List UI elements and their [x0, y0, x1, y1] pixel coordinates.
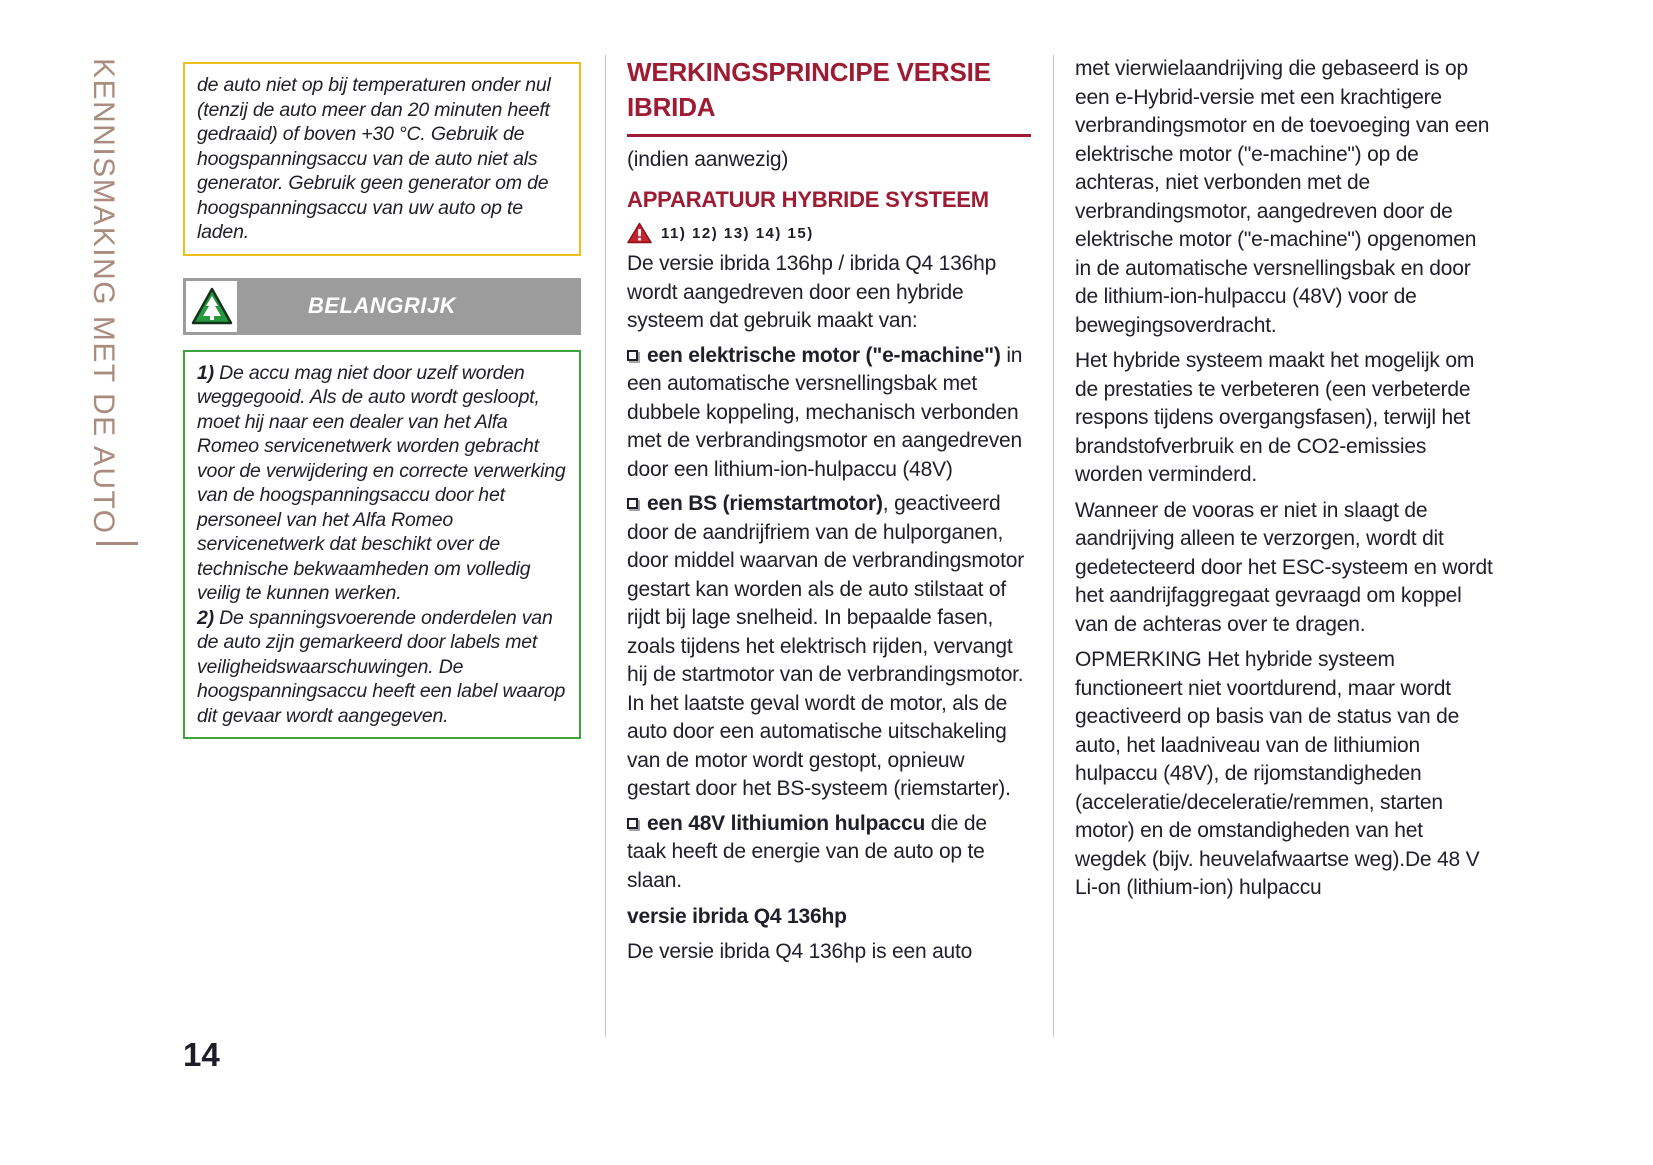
square-bullet-icon	[627, 818, 638, 829]
page-title: WERKINGSPRINCIPE VERSIE IBRIDA	[627, 55, 1031, 137]
version-subtitle: versie ibrida Q4 136hp	[627, 905, 847, 928]
note-2-number: 2)	[197, 606, 214, 629]
important-label: BELANGRIJK	[307, 293, 456, 318]
bullet-item-bs-starter	[627, 490, 1031, 804]
warning-triangle-icon	[627, 222, 652, 244]
chapter-title-rule	[96, 542, 138, 545]
paragraph: Wanneer de vooras er niet in slaagt de aandrijving alleen te verzorgen, wordt dit gedetecteerd door het ESC-systeem en wordt het aandrijfaggregaat gevraagd om koppel van de achteras over te dragen.	[1075, 498, 1493, 636]
caution-text: de auto niet op bij temperaturen onder nul (tenzij de auto meer dan 20 minuten heeft gedraaid) of boven +30 °C. Gebruik de hoogspanningsaccu van de auto niet als generator. Gebruik geen generator om de hoogspanningsaccu van uw auto op te laden.	[197, 74, 551, 243]
column-divider-right	[1053, 55, 1054, 1037]
bullet-text: in een automatische versnellingsbak met dubbele koppeling, mechanisch verbonden met de verbrandingsmotor en aangedreven door een lithium-ion-hulpaccu (48V)	[627, 343, 1023, 481]
environment-warning-icon	[186, 281, 237, 332]
note-1-number: 1)	[197, 361, 214, 384]
section-title: APPARATUUR HYBRIDE SYSTEEM	[627, 187, 989, 212]
caution-box	[183, 62, 581, 256]
warning-reference-numbers: 11) 12) 13) 14) 15)	[661, 224, 814, 242]
page-number: 14	[183, 1036, 220, 1073]
square-bullet-icon	[627, 498, 638, 509]
availability-note: (indien aanwezig)	[627, 148, 789, 171]
bullet-item-e-machine	[627, 342, 1031, 485]
intro-paragraph: De versie ibrida 136hp / ibrida Q4 136hp wordt aangedreven door een hybride systeem dat gebruik maakt van:	[627, 252, 997, 332]
paragraph: Het hybride systeem maakt het mogelijk om de prestaties te verbeteren (een verbeterde respons tijdens overgangsfasen), terwijl het brandstofverbruik en de CO2-emissies worden verminderd.	[1075, 349, 1475, 486]
chapter-title-vertical: KENNISMAKING MET DE AUTO	[87, 58, 120, 535]
closing-line: De versie ibrida Q4 136hp is een auto	[627, 939, 973, 963]
note-1-text: De accu mag niet door uzelf worden weggegooid. Als de auto wordt gesloopt, moet hij naar een dealer van het Alfa Romeo servicenetwerk worden gebracht voor de verwijdering en correcte verwerking van de hoogspanningsaccu door het personeel van het Alfa Romeo servicenetwerk dat beschikt over de technische bekwaamheden om volledig veilig te kunnen werken.	[197, 361, 566, 604]
paragraph: met vierwielaandrijving die gebaseerd is op een e-Hybrid-versie met een krachtigere verbrandingsmotor en de toevoeging van een elektrische motor ("e-machine") op de achteras, niet verbonden met de verbrandingsmotor, aangedreven door de elektrische motor ("e-machine") opgenomen in de automatische versnellingsbak en door de lithium-ion-hulpaccu (48V) voor de bewegingsoverdracht.	[1075, 57, 1490, 337]
note-1	[197, 361, 567, 606]
warning-references-row	[627, 222, 1031, 244]
important-banner	[183, 278, 581, 335]
middle-column	[627, 55, 1031, 966]
bullet-bold: een elektrische motor ("e-machine")	[647, 343, 1001, 367]
right-column	[1075, 55, 1495, 903]
left-column	[183, 62, 581, 739]
column-divider-left	[605, 55, 606, 1037]
bullet-text: die de taak heeft de energie van de auto op te slaan.	[627, 811, 987, 892]
paragraph: OPMERKING Het hybride systeem functioneert niet voortdurend, maar wordt geactiveerd op basis van de status van de auto, het laadniveau van de lithiumion hulpaccu (48V), de rijomstandigheden (acceleratie/deceleratie/remmen, starten motor) en de omstandigheden van het wegdek (bijv. heuvelafwaartse weg).De 48 V Li-on (lithium-ion) hulpaccu	[1075, 648, 1480, 899]
bullet-text: , geactiveerd door de aandrijfriem van de hulporganen, door middel waarvan de verbrandingsmotor gestart kan worden als de auto stilstaat of rijdt bij lage snelheid. In bepaalde fasen, zoals tijdens het elektrisch rijden, vervangt hij de startmotor van de verbrandingsmotor. In het laatste geval wordt de motor, als de auto door een automatische uitschakeling van de motor wordt gestopt, opnieuw gestart door het BS-systeem (riemstarter).	[627, 492, 1025, 800]
note-2	[197, 606, 567, 729]
bullet-bold: een 48V lithiumion hulpaccu	[647, 811, 926, 835]
bullet-bold: een BS (riemstartmotor)	[647, 492, 883, 515]
note-2-text: De spanningsvoerende onderdelen van de auto zijn gemarkeerd door labels met veiligheidswaarschuwingen. De hoogspanningsaccu heeft een label waarop dit gevaar wordt aangegeven.	[197, 606, 566, 727]
square-bullet-icon	[627, 350, 638, 361]
bullet-item-48v-battery	[627, 810, 1031, 896]
notes-box	[183, 350, 581, 740]
